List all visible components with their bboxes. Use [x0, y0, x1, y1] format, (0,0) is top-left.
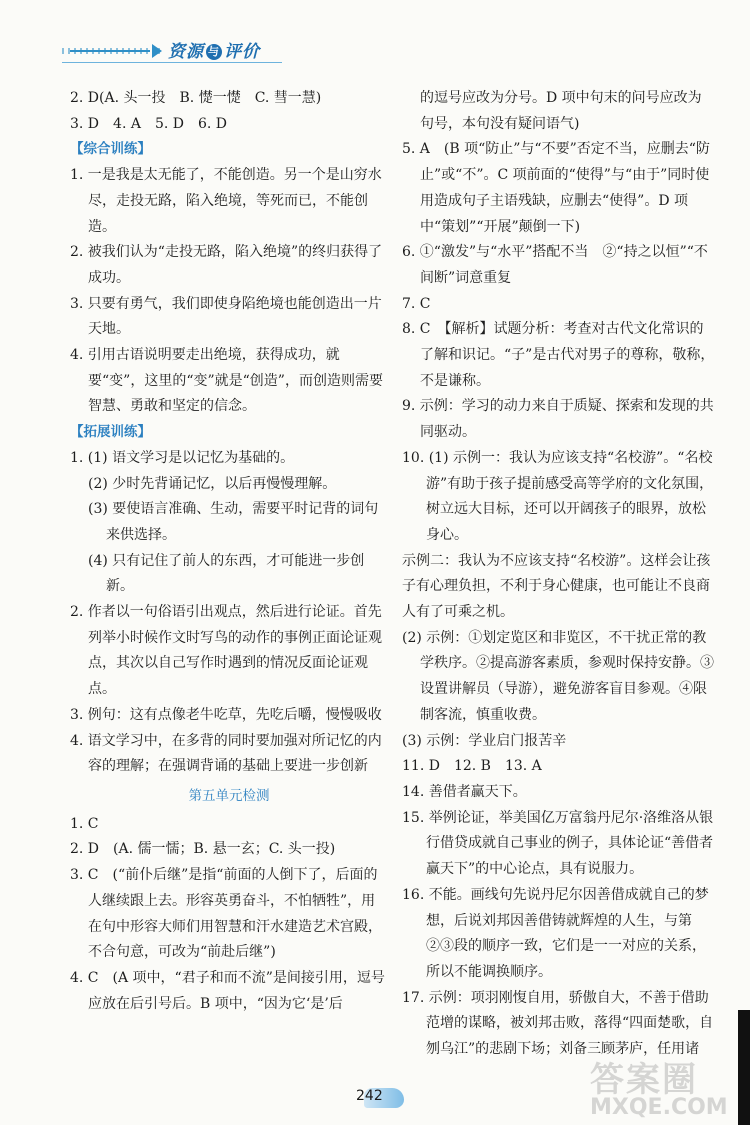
- answer-item: 15. 举例论证，举美国亿万富翁丹尼尔·洛维洛从银行借贷成就自己事业的例子，具体论证“善借者赢天下”的中心论点，具有说服力。: [402, 809, 714, 878]
- answer-subitem: (2) 示例：①划定览区和非览区，不干扰正常的教学秩序。②提高游客素质，参观时保持安静。③设置讲解员（导游），避免游客盲目参观。④限制客流，慎重收费。: [402, 629, 714, 723]
- answer-item: 4. 语文学习中，在多背的同时要加强对所记忆的内容的理解；在强调背诵的基础上要进一步创新: [70, 732, 382, 775]
- section-heading-extension: 【拓展训练】: [70, 424, 151, 441]
- header-title: [168, 37, 260, 62]
- answer-subitem: 示例二：我认为不应该支持“名校游”。这样会让孩子有心理负担，不利于身心健康，也可能让不良商人有了可乘之机。: [402, 552, 711, 621]
- answer-subitem: (4) 只有记住了前人的东西，才可能进一步创新。: [88, 552, 365, 595]
- section-heading-comprehensive: 【综合训练】: [70, 141, 151, 158]
- answer-subitem: (3) 示例：学业启门报苦辛: [402, 732, 567, 749]
- answer-subitem: (2) 少时先背诵记忆，以后再慢慢理解。: [88, 475, 337, 492]
- answer-item: 1. 一是我是太无能了，不能创造。另一个是山穷水尽，走投无路，陷入绝境，等死而已，不能创造。: [70, 167, 382, 235]
- answer-item: 2. D (A. 儒一懦；B. 悬一玄；C. 头一投): [70, 841, 336, 858]
- watermark-logo: 答案圈: [590, 1060, 698, 1100]
- header-title-right: 评价: [224, 42, 260, 62]
- header-underline: [62, 62, 282, 63]
- watermark: [590, 1052, 740, 1120]
- answer-item: 3. C (“前仆后继”是指“前面的人倒下了，后面的人继续跟上去。形容英勇奋斗，不怕牺牲”，用在句中形容大师们用智慧和汗水建造艺术宫殿，不合句意，可改为“前赴后继”): [70, 867, 382, 961]
- answer-item: 11. D 12. B 13. A: [402, 758, 542, 775]
- answer-item: 5. A (B 项“防止”与“不要”否定不当，应删去“防止”或“不”。C 项前面的“使得”与“由于”同时使用造成句子主语残缺，应删去“使得”。D 项中“策划”“开展”颠倒一下): [402, 141, 710, 235]
- answer-item: 9. 示例：学习的动力来自于质疑、探索和发现的共同驱动。: [402, 398, 714, 441]
- answer-item: 8. C 【解析】试题分析：考查对古代文化常识的了解和识记。“子”是古代对男子的尊称，敬称，不是谦称。: [402, 321, 715, 389]
- answer-continuation: 的逗号应改为分号。D 项中句末的问号应改为句号，本句没有疑问语气): [420, 90, 702, 132]
- watermark-url: MXQE.COM: [590, 1095, 728, 1120]
- page-header: [62, 36, 292, 70]
- left-column: [70, 86, 388, 1017]
- header-title-left: 资源: [168, 42, 204, 62]
- unit-test-title: 第五单元检测: [188, 787, 270, 804]
- answer-item: 3. 例句：这有点像老牛吃草，先吃后嚼，慢慢吸收: [70, 706, 382, 723]
- answer-item: 6. ①“激发”与“水平”搭配不当 ②“持之以恒”“不间断”词意重复: [402, 244, 708, 286]
- answer-item: 3. 只要有勇气，我们即使身陷绝境也能创造出一片天地。: [70, 295, 382, 338]
- answer-line: 2. D(A. 头一投 B. 憷一憷 C. 彗一慧): [70, 90, 322, 106]
- answer-item: 1. (1) 语文学习是以记忆为基础的。: [70, 449, 295, 466]
- answer-item: 2. 被我们认为“走投无路，陷入绝境”的终归获得了成功。: [70, 244, 383, 286]
- answer-item: 10. (1) 示例一：我认为应该支持“名校游”。“名校游”有助于孩子提前感受高等学府的文化氛围，树立远大目标，还可以开阔孩子的眼界，放松身心。: [402, 449, 714, 543]
- answer-subitem: (3) 要使语言准确、生动，需要平时记背的词句来供选择。: [88, 501, 379, 543]
- page-number: [350, 1086, 410, 1110]
- header-arrow-icon: [152, 44, 162, 58]
- answer-item: 1. C: [70, 815, 99, 832]
- header-arrow-line: [70, 50, 150, 52]
- answer-item: 17. 示例：项羽刚愎自用，骄傲自大，不善于借助范增的谋略，被刘邦击败，落得“四面楚歌，自刎乌江”的悲剧下场；刘备三顾茅庐，任用诸: [402, 989, 714, 1058]
- answer-item: 2. 作者以一句俗语引出观点，然后进行论证。首先列举小时候作文时写鸟的动作的事例正面论证观点，其次以自己写作时遇到的情况反面论证观点。: [70, 604, 382, 698]
- answer-item: 14. 善借者赢天下。: [402, 783, 527, 800]
- page-number-text: 242: [356, 1088, 383, 1104]
- answer-item: 4. C (A 项中，“君子和而不流”是间接引用，逗号应放在后引号后。B 项中，“因为它‘是’后: [70, 969, 385, 1012]
- header-title-amp: 与: [208, 45, 220, 58]
- answer-item: 16. 不能。画线句先说丹尼尔因善借成就自己的梦想，后说刘邦因善借铸就辉煌的人生，与第②③段的顺序一致，它们是一一对应的关系，所以不能调换顺序。: [402, 886, 709, 980]
- answer-item: 7. C: [402, 295, 431, 312]
- answer-item: 4. 引用古语说明要走出绝境，获得成功，就要“变”，这里的“变”就是“创造”，而创造则需要智慧、勇敢和坚定的信念。: [70, 347, 383, 415]
- answer-line: 3. D 4. A 5. D 6. D: [70, 115, 228, 132]
- right-column: [402, 86, 715, 1063]
